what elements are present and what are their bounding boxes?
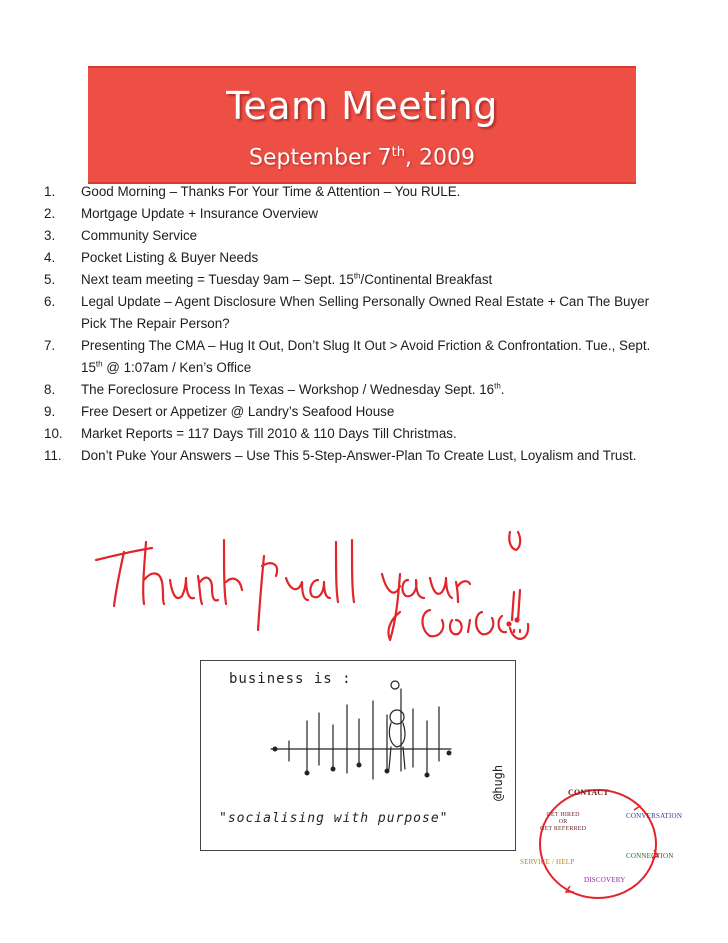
meeting-date	[88, 140, 636, 171]
page-title: Team Meeting	[226, 84, 498, 128]
agenda-item	[44, 203, 674, 225]
cycle-label-connection: CONNECTION	[626, 852, 674, 860]
agenda-item-ordinal: th	[95, 359, 103, 369]
handwritten-strokes	[96, 540, 470, 640]
cycle-label-conversation: CONVERSATION	[626, 812, 683, 820]
handwritten-thanks-note	[90, 520, 530, 650]
agenda-item	[44, 247, 674, 269]
meeting-date-main: September 7	[249, 145, 392, 171]
agenda-item-text: Next team meeting = Tuesday 9am – Sept. 15	[81, 272, 354, 287]
title-banner	[88, 66, 636, 184]
agenda-item-text: .	[500, 382, 505, 397]
agenda-item-text: Good Morning – Thanks For Your Time & Attention – You RULE.	[81, 184, 461, 199]
agenda-item-number: 9.	[44, 404, 56, 419]
agenda-item	[44, 291, 674, 335]
agenda-item-text: Presenting The CMA – Hug It Out, Don’t Slug It Out > Avoid Friction & Confrontation. Tue., Sept. 15	[81, 338, 651, 375]
agenda-item	[44, 181, 674, 203]
agenda-item-number: 8.	[44, 382, 56, 397]
agenda-item-number: 10.	[44, 426, 63, 441]
agenda-item-text: Mortgage Update + Insurance Overview	[81, 206, 319, 221]
cartoon-caption-bottom: "socialising with purpose"	[219, 811, 449, 826]
agenda-item-ordinal: th	[494, 381, 501, 391]
cycle-label-get-hired-line1: GET HIRED	[546, 812, 580, 818]
agenda-item	[44, 423, 674, 445]
agenda-item-text: Legal Update – Agent Disclosure When Selling Personally Owned Real Estate + Can The Buyer Pick The Repair Person?	[81, 294, 650, 331]
agenda-item-text: @ 1:07am / Ken’s Office	[102, 360, 252, 375]
agenda-list	[44, 181, 674, 467]
agenda-item-number: 11.	[44, 448, 62, 463]
cycle-label-service-help: SERVICE / HELP	[520, 858, 575, 866]
cartoon-signature: @hugh	[491, 764, 505, 801]
agenda-item	[44, 225, 674, 247]
cycle-label-get-hired	[540, 812, 586, 833]
agenda-item-number: 6.	[44, 294, 56, 309]
contact-cycle-diagram	[514, 780, 714, 930]
agenda-item-ordinal: th	[353, 271, 361, 281]
cartoon-dots	[273, 747, 452, 778]
gapingvoid-cartoon	[200, 660, 516, 851]
cycle-label-contact: CONTACT	[568, 788, 609, 797]
agenda-item-number: 1.	[44, 184, 56, 199]
cycle-label-discovery: DISCOVERY	[584, 876, 626, 884]
meeting-date-year: , 2009	[404, 145, 475, 171]
agenda-item-number: 7.	[44, 338, 56, 353]
agenda-item	[44, 335, 674, 379]
agenda-item-number: 4.	[44, 250, 56, 265]
cycle-label-get-hired-line2: OR	[558, 819, 568, 825]
agenda-item-text: The Foreclosure Process In Texas – Workshop / Wednesday Sept. 16	[81, 382, 495, 397]
cycle-ring	[514, 780, 714, 930]
agenda-item-text: Don’t Puke Your Answers – Use This 5-Step-Answer-Plan To Create Lust, Loyalism and Trust.	[81, 448, 637, 463]
cartoon-caption-top: business is :	[229, 671, 352, 687]
cycle-arrow-1	[634, 802, 640, 810]
agenda-item	[44, 269, 674, 291]
agenda-item-text: /Continental Breakfast	[360, 272, 493, 287]
agenda-item-text: Pocket Listing & Buyer Needs	[81, 250, 259, 265]
agenda-item-number: 5.	[44, 272, 56, 287]
agenda-item	[44, 401, 674, 423]
meeting-date-ordinal: th	[391, 145, 405, 160]
agenda-item-text: Community Service	[81, 228, 198, 243]
agenda-item-text: Market Reports = 117 Days Till 2010 & 110 Days Till Christmas.	[81, 426, 457, 441]
agenda-item	[44, 445, 674, 467]
agenda-item	[44, 379, 674, 401]
handwritten-strokes-2	[423, 532, 529, 639]
agenda-item-number: 2.	[44, 206, 56, 221]
agenda-item-number: 3.	[44, 228, 56, 243]
cycle-label-get-hired-line3: GET REFERRED	[540, 826, 587, 832]
agenda-item-text: Free Desert or Appetizer @ Landry’s Seafood House	[81, 404, 395, 419]
